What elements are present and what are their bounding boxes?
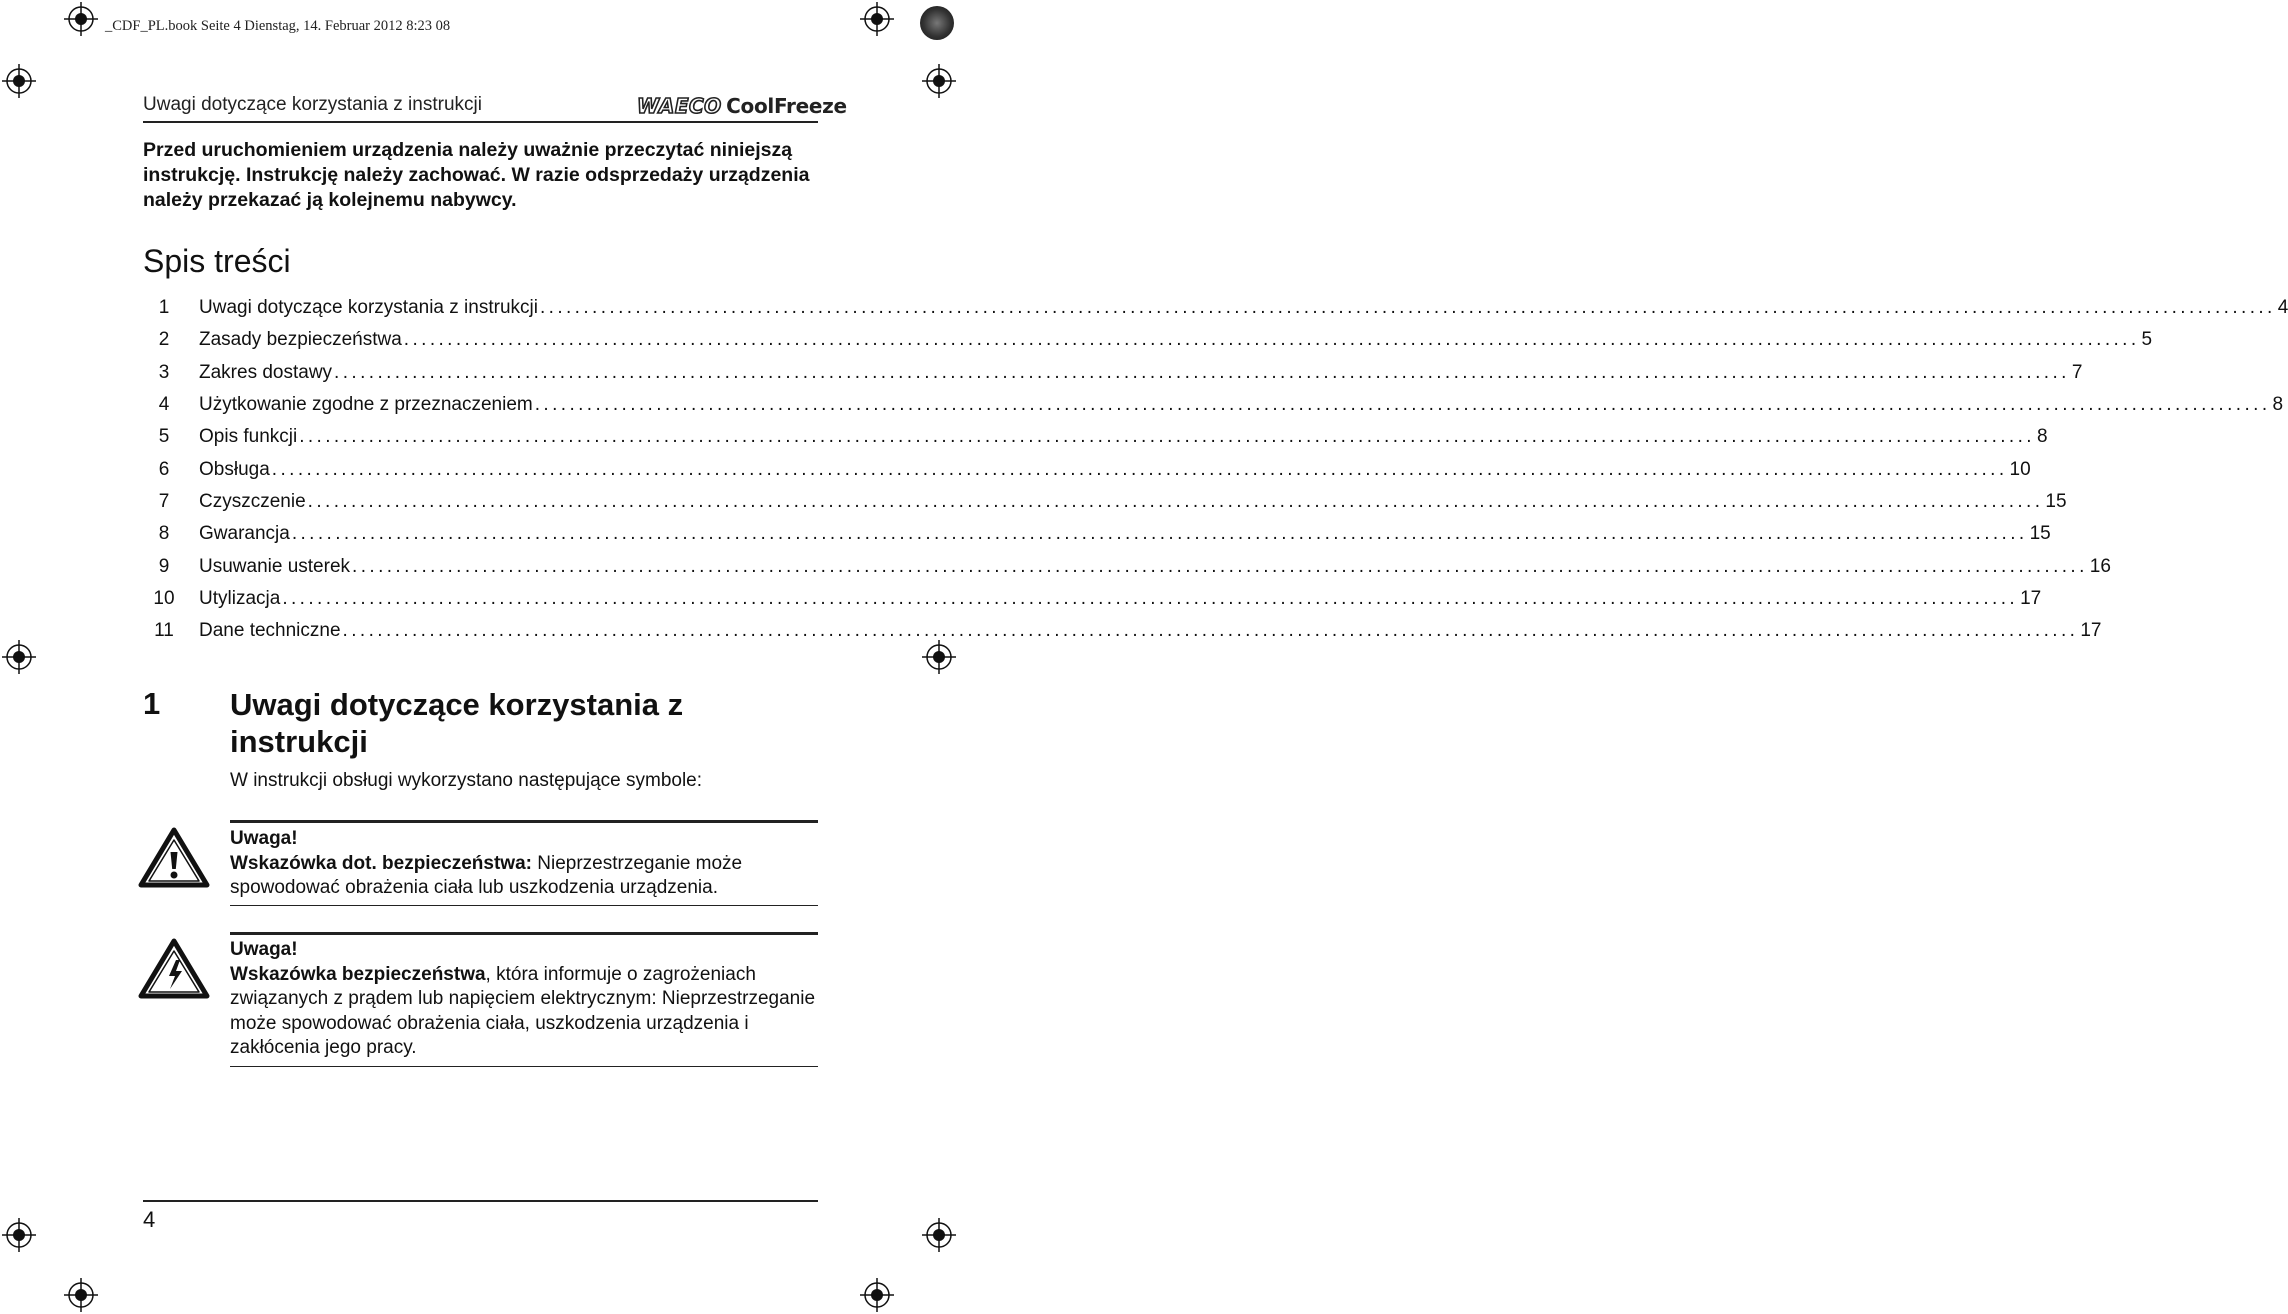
- note-bold: Wskazówka bezpieczeństwa: [230, 963, 486, 985]
- footer-rule: [143, 1200, 818, 1202]
- toc-entry: [143, 324, 2153, 356]
- toc-entry: [143, 453, 2031, 485]
- toc-entry-title: Zasady bezpieczeństwa: [199, 329, 402, 351]
- toc-leader-dots: ........................................................................................................................................................................................................: [534, 394, 2271, 416]
- toc-entry-title: Zakres dostawy: [199, 361, 333, 383]
- registration-mark-icon: [922, 640, 956, 674]
- toc-entry-number: 7: [158, 490, 170, 512]
- toc-entry: [143, 615, 2102, 647]
- toc-entry: [143, 389, 2284, 421]
- toc-entry-number: 6: [158, 458, 170, 480]
- note-warning: [230, 827, 820, 901]
- toc-entry: [143, 421, 2048, 453]
- toc-entry-page: 17: [2080, 620, 2102, 642]
- toc-leader-dots: ........................................................................................................................................................................................................: [342, 620, 2079, 642]
- page-number: 4: [143, 1207, 156, 1232]
- note-electric: [230, 938, 820, 1061]
- toc-leader-dots: ........................................................................................................................................................................................................: [352, 555, 2088, 577]
- registration-mark-icon: [860, 2, 894, 36]
- toc-entry-title: Uwagi dotyczące korzystania z instrukcji: [199, 297, 538, 319]
- note-bold: Wskazówka dot. bezpieczeństwa:: [230, 852, 532, 874]
- registration-mark-icon: [922, 1218, 956, 1252]
- note-top-rule: [230, 820, 818, 823]
- toc-entry-page: 17: [2020, 587, 2042, 609]
- color-target-icon: [920, 6, 954, 40]
- toc-entry: [143, 486, 2067, 518]
- toc-entry-page: 10: [2009, 458, 2031, 480]
- section-intro: W instrukcji obsługi wykorzystano następujące symbole:: [230, 770, 703, 791]
- toc-entry-title: Obsługa: [199, 458, 270, 480]
- toc-entry-page: 8: [2036, 426, 2048, 448]
- toc-leader-dots: ........................................................................................................................................................................................................: [282, 587, 2019, 609]
- toc-leader-dots: ........................................................................................................................................................................................................: [299, 426, 2035, 448]
- toc-entry-page: 15: [2045, 490, 2067, 512]
- toc-entry: [143, 518, 2051, 550]
- running-header-title: Uwagi dotyczące korzystania z instrukcji: [143, 94, 482, 115]
- toc-leader-dots: ........................................................................................................................................................................................................: [334, 361, 2070, 383]
- toc-entry-number: 5: [158, 426, 170, 448]
- toc-entry-page: 8: [2272, 394, 2284, 416]
- toc-entry: [143, 583, 2042, 615]
- toc-entry-number: 11: [154, 620, 174, 642]
- registration-mark-icon: [2, 1218, 36, 1252]
- note-label: Uwaga!: [230, 828, 298, 849]
- section-title: Uwagi dotyczące korzystania z instrukcji: [230, 687, 684, 759]
- toc-entry: [143, 357, 2083, 389]
- toc-entry-title: Czyszczenie: [199, 490, 306, 512]
- toc-leader-dots: ........................................................................................................................................................................................................: [539, 297, 2276, 319]
- toc-entry-page: 16: [2089, 555, 2111, 577]
- warning-exclamation-icon: [138, 826, 210, 888]
- toc-leader-dots: ........................................................................................................................................................................................................: [291, 523, 2028, 545]
- toc-entry-page: 4: [2277, 297, 2288, 319]
- electric-hazard-icon: [138, 937, 210, 999]
- intro-paragraph: Przed uruchomieniem urządzenia należy uważnie przeczytać niniejszą instrukcję. Instrukcję należy zachować. W razie odsprzedaży urządzenia należy przekazać ją kolejnemu nabywcy.: [143, 139, 810, 211]
- toc-entry-title: Gwarancja: [199, 523, 290, 545]
- toc-entry-title: Dane techniczne: [199, 620, 341, 642]
- note-top-rule: [230, 932, 818, 935]
- toc-entry-number: 3: [158, 361, 170, 383]
- toc-entry-page: 15: [2029, 523, 2051, 545]
- toc-entry-title: Użytkowanie zgodne z przeznaczeniem: [199, 394, 533, 416]
- table-of-contents: [143, 292, 2288, 647]
- registration-mark-icon: [922, 64, 956, 98]
- toc-entry-title: Utylizacja: [199, 587, 281, 609]
- note-bottom-rule: [230, 905, 818, 906]
- registration-mark-icon: [64, 1278, 98, 1312]
- logo-product: CoolFreeze: [726, 94, 847, 118]
- toc-leader-dots: ........................................................................................................................................................................................................: [307, 490, 2044, 512]
- toc-entry-number: 8: [158, 523, 170, 545]
- toc-entry: [143, 550, 2111, 582]
- toc-entry-number: 4: [158, 394, 170, 416]
- toc-leader-dots: ........................................................................................................................................................................................................: [403, 329, 2140, 351]
- toc-leader-dots: ........................................................................................................................................................................................................: [271, 458, 2008, 480]
- note-label: Uwaga!: [230, 939, 298, 960]
- print-slug: _CDF_PL.book Seite 4 Dienstag, 14. Februar 2012 8:23 08: [105, 18, 451, 34]
- toc-entry: [143, 292, 2288, 324]
- brand-logo: [637, 94, 847, 122]
- toc-entry-title: Usuwanie usterek: [199, 555, 351, 577]
- registration-mark-icon: [860, 1278, 894, 1312]
- toc-entry-title: Opis funkcji: [199, 426, 298, 448]
- toc-entry-number: 1: [158, 297, 170, 319]
- registration-mark-icon: [2, 640, 36, 674]
- toc-entry-number: 9: [158, 555, 170, 577]
- header-rule: [143, 121, 818, 123]
- registration-mark-icon: [64, 2, 98, 36]
- toc-entry-number: 2: [158, 329, 170, 351]
- note-text: , która informuje o zagrożeniach związanych z prądem lub napięciem elektrycznym: Nieprzestrzeganie może spowodować obrażenia ciała, uszkodzenia urządzenia i zakłócenia jego pracy.: [230, 963, 816, 1058]
- logo-brand: WAECO: [637, 94, 722, 118]
- registration-mark-icon: [2, 64, 36, 98]
- note-text: Nieprzestrzeganie może spowodować obrażenia ciała lub uszkodzenia urządzenia.: [230, 852, 743, 898]
- toc-heading: Spis treści: [143, 243, 291, 279]
- note-bottom-rule: [230, 1066, 818, 1067]
- toc-entry-page: 5: [2141, 329, 2153, 351]
- toc-entry-page: 7: [2071, 361, 2083, 383]
- toc-entry-number: 10: [153, 587, 175, 609]
- section-number: 1: [143, 686, 161, 721]
